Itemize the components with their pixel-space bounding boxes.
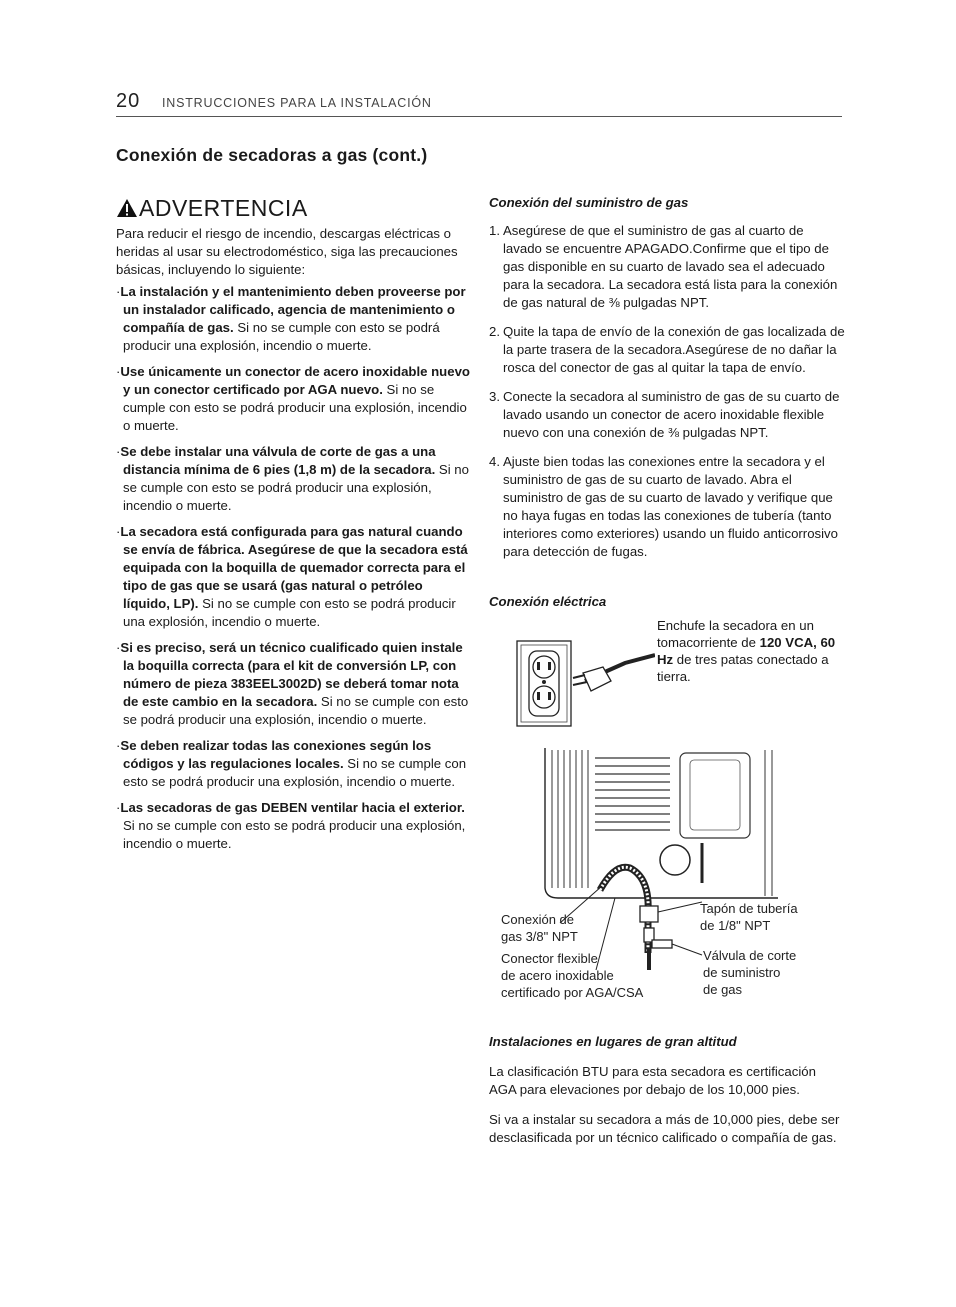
dryer-rear-panel-grille xyxy=(595,758,670,830)
dryer-exhaust-port xyxy=(660,845,690,875)
warning-bullet xyxy=(116,737,472,791)
section-title: Conexión de secadoras a gas (cont.) xyxy=(116,145,428,165)
outlet-plug-illustration xyxy=(515,633,655,728)
label-line: de suministro xyxy=(703,965,781,980)
step-item xyxy=(489,323,845,377)
pipe-cap-fitting xyxy=(640,906,658,922)
label-line: de gas xyxy=(703,982,743,997)
page-number: 20 xyxy=(116,90,141,112)
bullet-bold: La instalación y el mantenimiento deben proveerse por un instalador calificado, agencia de mantenimiento o compañía de gas. xyxy=(120,284,466,335)
gas-supply-heading: Conexión del suministro de gas xyxy=(489,195,689,210)
bullet-normal: Si no se cumple con esto se podrá producir una explosión, incendio o muerte. xyxy=(123,382,467,433)
warning-column xyxy=(116,194,472,861)
label-shutoff-valve xyxy=(703,947,796,998)
altitude-heading: Instalaciones en lugares de gran altitud xyxy=(489,1034,737,1049)
step-item xyxy=(489,388,845,442)
bullet-dot: · xyxy=(116,738,121,753)
label-flex-connector xyxy=(501,950,643,1001)
gas-supply-column xyxy=(489,194,845,572)
label-line: Conector flexible xyxy=(501,951,598,966)
bullet-bold: Las secadoras de gas DEBEN ventilar hacia el exterior. xyxy=(120,800,465,815)
step-item xyxy=(489,222,845,312)
bullet-normal: Si no se cumple con esto se podrá producir una explosión, incendio o muerte. xyxy=(123,694,469,727)
bullet-bold: Se debe instalar una válvula de corte de gas a una distancia mínima de 6 pies (1,8 m) de la secadora. xyxy=(120,444,436,477)
label-line: de 1/8" NPT xyxy=(700,918,771,933)
bullet-dot: · xyxy=(116,364,121,379)
electrical-text xyxy=(657,617,847,685)
warning-bullet xyxy=(116,639,472,729)
header-title: INSTRUCCIONES PARA LA INSTALACIÓN xyxy=(162,96,432,110)
label-line: Conexión de xyxy=(501,912,574,927)
warning-heading xyxy=(116,194,472,222)
step-text: Ajuste bien todas las conexiones entre la secadora y el suministro de gas de su cuarto de lavado. Abra el suministro de gas de su cuarto de lavado y verifique que no haya fugas en todas las conexiones de tubería (tanto interiores como exteriores) usando un fluido anticorrosivo para detección de fugas. xyxy=(503,454,838,559)
bullet-normal: Si no se cumple con esto se podrá producir una explosión, incendio o muerte. xyxy=(123,596,456,629)
step-text: Conecte la secadora al suministro de gas de su cuarto de lavado usando un conector de acero inoxidable flexible nuevo con una conexión de ⅜ pulgadas NPT. xyxy=(503,389,840,440)
bullet-bold: Se deben realizar todas las conexiones según los códigos y las regulaciones locales. xyxy=(120,738,432,771)
step-text: Quite la tapa de envío de la conexión de gas localizada de la parte trasera de la secadora.Asegúrese de no dañar la rosca del conector de gas al quitar la tapa de envío. xyxy=(503,324,845,375)
bullet-normal: Si no se cumple con esto se podrá producir una explosión, incendio o muerte. xyxy=(123,462,469,513)
bullet-normal: Si no se cumple con esto se podrá producir una explosión, incendio o muerte. xyxy=(123,756,467,789)
warning-bullet xyxy=(116,523,472,631)
step-number: 4. xyxy=(489,454,500,469)
warning-heading-text: ADVERTENCIA xyxy=(139,195,308,221)
label-line: de acero inoxidable xyxy=(501,968,614,983)
shutoff-valve-handle xyxy=(652,940,672,948)
outlet-socket-top xyxy=(533,656,555,678)
gas-supply-steps xyxy=(489,222,845,561)
leader-pipe-cap xyxy=(658,902,702,912)
label-line: Tapón de tubería xyxy=(700,901,798,916)
label-line: gas 3/8" NPT xyxy=(501,929,578,944)
bullet-bold: Si es preciso, será un técnico cualificado quien instale la boquilla correcta (para el kit de conversión LP, con número de pieza 383EEL3002D) se deberá tomar nota de este cambio en la secadora. xyxy=(120,640,463,709)
warning-bullet-list xyxy=(116,283,472,853)
warning-bullet xyxy=(116,283,472,355)
bullet-dot: · xyxy=(116,524,121,539)
bullet-bold: Use únicamente un conector de acero inoxidable nuevo y un conector certificado por AGA nuevo. xyxy=(120,364,470,397)
bullet-normal: Si no se cumple con esto se podrá producir una explosión, incendio o muerte. xyxy=(123,320,440,353)
warning-triangle-icon xyxy=(116,198,138,218)
electrical-heading: Conexión eléctrica xyxy=(489,594,607,609)
label-gas-connection xyxy=(501,911,578,945)
warning-bullet xyxy=(116,363,472,435)
bullet-dot: · xyxy=(116,800,121,815)
label-line: certificado por AGA/CSA xyxy=(501,985,644,1000)
altitude-paragraph-1: La clasificación BTU para esta secadora es certificación AGA para elevaciones por debajo de los 10,000 pies. xyxy=(489,1064,816,1097)
bullet-normal: Si no se cumple con esto se podrá producir una explosión, incendio o muerte. xyxy=(123,818,466,851)
outlet-socket-bottom xyxy=(533,686,555,708)
warning-intro: Para reducir el riesgo de incendio, descargas eléctricas o heridas al usar su electrodoméstico, siga las precauciones básicas, incluyendo lo siguiente: xyxy=(116,226,458,277)
dryer-vent-fins xyxy=(552,750,588,888)
label-line: Válvula de corte xyxy=(703,948,797,963)
step-number: 2. xyxy=(489,324,500,339)
bullet-bold: La secadora está configurada para gas natural cuando se envía de fábrica. Asegúrese de que la secadora está equipada con la boquilla de quemador correcta para el tipo de gas que se usará (gas natural o petróleo líquido, LP). xyxy=(120,524,468,611)
warning-bullet xyxy=(116,443,472,515)
step-number: 3. xyxy=(489,389,500,404)
bullet-dot: · xyxy=(116,444,121,459)
warning-bullet xyxy=(116,799,472,853)
electrical-text-bold: 120 VCA, 60 Hz xyxy=(657,635,836,667)
label-pipe-cap xyxy=(700,900,798,934)
bullet-dot: · xyxy=(116,284,121,299)
bullet-dot: · xyxy=(116,640,121,655)
step-item xyxy=(489,453,845,561)
leader-shutoff-valve xyxy=(672,944,702,955)
step-text: Asegúrese de que el suministro de gas al cuarto de lavado se encuentre APAGADO.Confirme que el tipo de gas disponible en su cuarto de lavado sea el adecuado para la secadora. La secadora está lista para la conexión de gas natural de ⅜ pulgadas NPT. xyxy=(503,223,838,310)
electrical-text-pre: Enchufe la secadora en un tomacorriente de xyxy=(657,618,814,650)
step-number: 1. xyxy=(489,223,500,238)
page-header xyxy=(116,90,842,117)
altitude-paragraph-2: Si va a instalar su secadora a más de 10,000 pies, debe ser desclasificada por un técnico calificado o compañía de gas. xyxy=(489,1112,840,1145)
electrical-text-post: de tres patas conectado a tierra. xyxy=(657,652,829,684)
